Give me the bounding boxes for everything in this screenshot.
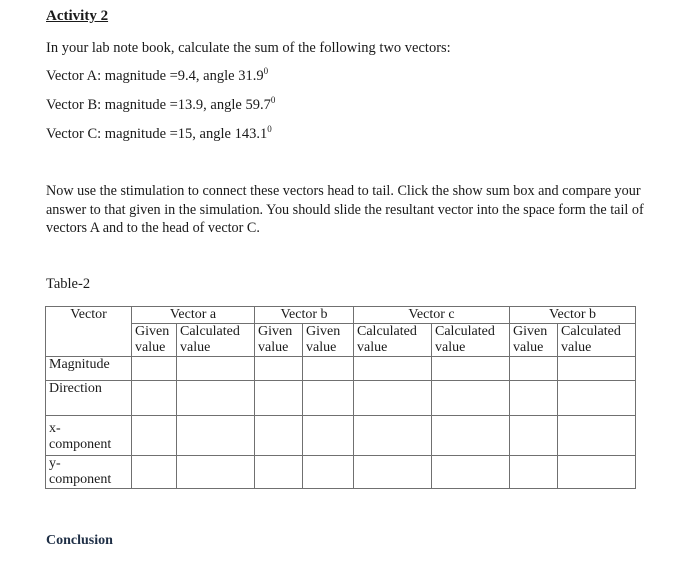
row-label-x-component	[46, 416, 132, 456]
table-cell[interactable]	[303, 456, 354, 489]
table-cell[interactable]	[303, 357, 354, 381]
table-cell[interactable]	[558, 416, 636, 456]
table-cell[interactable]	[132, 381, 177, 416]
degree-symbol: 0	[270, 95, 276, 105]
subheader-bottom: value	[435, 340, 466, 355]
row-label-direction: Direction	[46, 381, 132, 416]
row-label-bottom: component	[49, 437, 112, 452]
table-cell[interactable]	[354, 357, 432, 381]
subheader-bottom: value	[357, 340, 388, 355]
table-cell[interactable]	[354, 381, 432, 416]
vector-b-line	[46, 97, 275, 114]
subheader-top: Given	[135, 324, 170, 339]
table-cell[interactable]	[255, 456, 303, 489]
row-label-y-component	[46, 456, 132, 489]
row-label-bottom: component	[49, 472, 112, 487]
subheader-top: Calculated	[357, 324, 417, 339]
table-cell[interactable]	[558, 381, 636, 416]
subheader-cell	[177, 324, 255, 357]
table-cell[interactable]	[432, 357, 510, 381]
subheader-cell	[432, 324, 510, 357]
subheader-bottom: value	[561, 340, 592, 355]
activity-title: Activity 2	[46, 8, 109, 24]
group-header-vector-c: Vector c	[354, 307, 510, 324]
subheader-bottom: value	[135, 340, 166, 355]
table-row-x-component	[46, 416, 636, 456]
subheader-top: Calculated	[180, 324, 240, 339]
subheader-bottom: value	[258, 340, 289, 355]
subheader-cell	[354, 324, 432, 357]
vector-header-cell	[46, 307, 132, 357]
subheader-top: Given	[513, 324, 548, 339]
degree-symbol: 0	[263, 66, 269, 76]
table-cell[interactable]	[510, 357, 558, 381]
group-header-vector-b-2: Vector b	[510, 307, 636, 324]
table-cell[interactable]	[177, 416, 255, 456]
table-cell[interactable]	[510, 456, 558, 489]
subheader-top: Given	[306, 324, 341, 339]
table-caption: Table-2	[46, 276, 91, 292]
row-label-magnitude: Magnitude	[46, 357, 132, 381]
group-header-vector-b: Vector b	[255, 307, 354, 324]
subheader-cell	[132, 324, 177, 357]
table-cell[interactable]	[510, 381, 558, 416]
table-cell[interactable]	[303, 416, 354, 456]
table-cell[interactable]	[132, 357, 177, 381]
table-cell[interactable]	[510, 416, 558, 456]
table-cell[interactable]	[558, 357, 636, 381]
subheader-cell	[510, 324, 558, 357]
table-cell[interactable]	[432, 416, 510, 456]
subheader-top: Calculated	[561, 324, 621, 339]
table-cell[interactable]	[303, 381, 354, 416]
subheader-cell	[255, 324, 303, 357]
table-cell[interactable]	[354, 416, 432, 456]
table-cell[interactable]	[132, 456, 177, 489]
vector-c-text: Vector C: magnitude =15, angle 143.1	[46, 126, 268, 142]
subheader-cell	[558, 324, 636, 357]
table-cell[interactable]	[558, 456, 636, 489]
vector-b-text: Vector B: magnitude =13.9, angle 59.7	[46, 97, 271, 113]
degree-symbol: 0	[267, 124, 272, 134]
table-cell[interactable]	[255, 416, 303, 456]
vector-header: Vector	[70, 307, 107, 322]
subheader-top: Given	[258, 324, 293, 339]
subheader-bottom: value	[180, 340, 211, 355]
table-cell[interactable]	[432, 456, 510, 489]
table-cell[interactable]	[132, 416, 177, 456]
table-row-y-component	[46, 456, 636, 489]
table-cell[interactable]	[354, 456, 432, 489]
table-subheader-row	[46, 324, 636, 357]
vector-table	[45, 306, 636, 489]
table-cell[interactable]	[177, 381, 255, 416]
subheader-bottom: value	[306, 340, 337, 355]
table-cell[interactable]	[177, 456, 255, 489]
instruction-text: In your lab note book, calculate the sum of the following two vectors:	[46, 40, 451, 56]
table-cell[interactable]	[255, 381, 303, 416]
row-label-top: x-	[49, 421, 61, 436]
subheader-bottom: value	[513, 340, 544, 355]
table-cell[interactable]	[177, 357, 255, 381]
table-header-row	[46, 307, 636, 324]
table-cell[interactable]	[255, 357, 303, 381]
group-header-vector-a: Vector a	[132, 307, 255, 324]
table-row-direction	[46, 381, 636, 416]
instructions-paragraph: Now use the stimulation to connect these vectors head to tail. Click the show sum box and compare your answer to that given in the simulation. You should slide the resultant vector into the space form the tail of vectors A and to the head of vector C.	[46, 183, 644, 236]
table-cell[interactable]	[432, 381, 510, 416]
vector-c-line	[46, 126, 272, 143]
table-row-magnitude	[46, 357, 636, 381]
conclusion-heading: Conclusion	[46, 533, 113, 548]
vector-a-text: Vector A: magnitude =9.4, angle 31.9	[46, 68, 264, 84]
row-label-top: y-	[49, 456, 61, 471]
vector-a-line	[46, 68, 268, 85]
subheader-cell	[303, 324, 354, 357]
subheader-top: Calculated	[435, 324, 495, 339]
